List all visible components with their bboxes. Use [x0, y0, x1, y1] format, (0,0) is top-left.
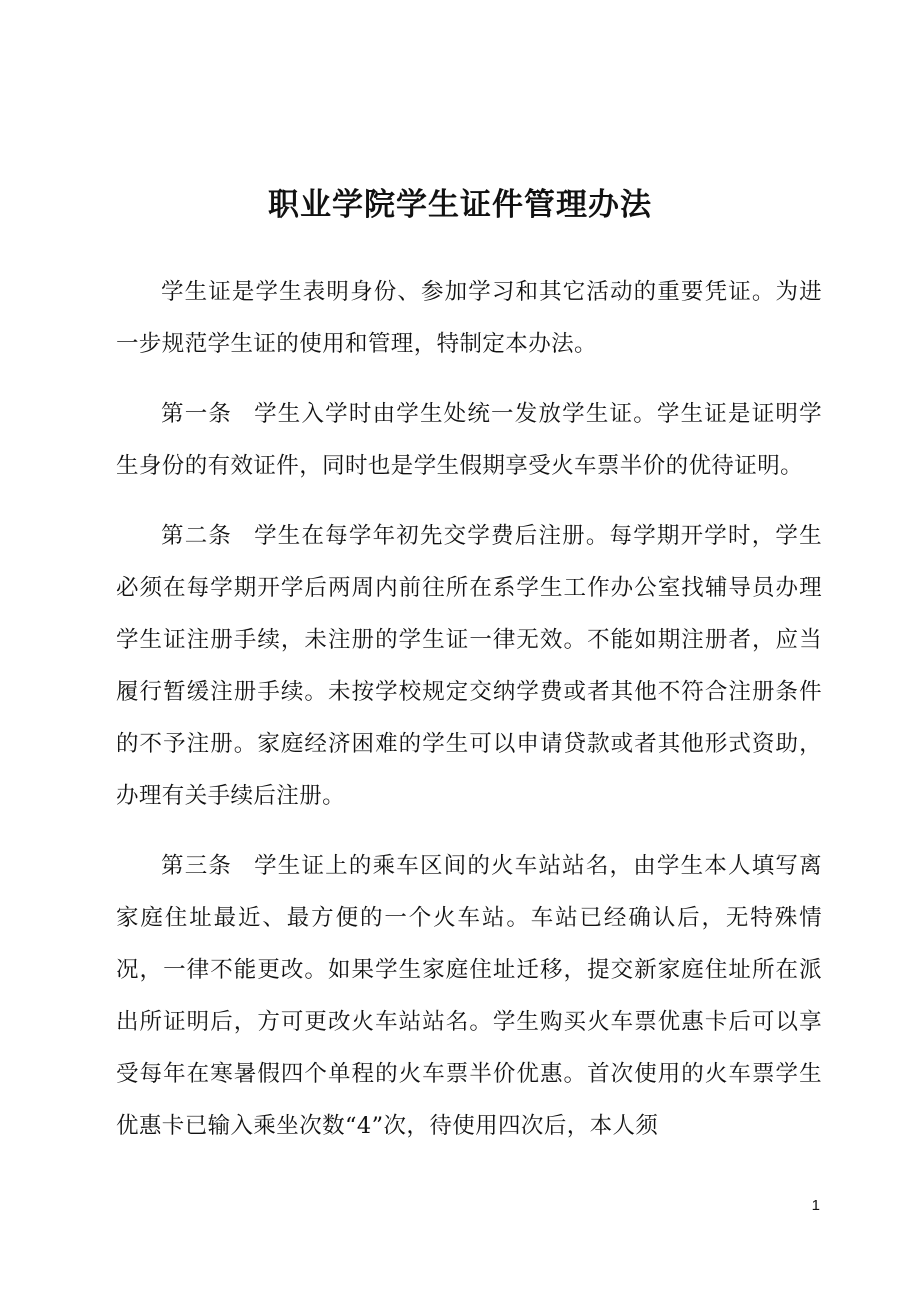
- paragraph-text: 学生证上的乘车区间的火车站站名，由学生本人填写离家庭住址最近、最方便的一个火车站。车站已经确认后，无特殊情况，一律不能更改。如果学生家庭住址迁移，提交新家庭住址所在派出所证明后，方可更改火车站站名。学生购买火车票优惠卡后可以享受每年在寒暑假四个单程的火车票半价优惠。首次使用的火车票学生优惠卡已输入乘坐次数“4”次，待使用四次后，本人须: [116, 853, 822, 1139]
- article-number: 第二条: [161, 523, 233, 549]
- intro-paragraph: [116, 266, 822, 370]
- paragraph-text: 学生入学时由学生处统一发放学生证。学生证是证明学生身份的有效证件，同时也是学生假期享受火车票半价的优待证明。: [116, 401, 822, 479]
- paragraph-text: 学生证是学生表明身份、参加学习和其它活动的重要凭证。为进一步规范学生证的使用和管理，特制定本办法。: [116, 279, 822, 357]
- article-number: 第一条: [161, 401, 233, 427]
- article-3-paragraph: [116, 840, 822, 1152]
- article-number: 第三条: [161, 853, 233, 879]
- document-title: 职业学院学生证件管理办法: [268, 187, 652, 223]
- page-number: 1: [811, 1197, 820, 1214]
- paragraph-text: 学生在每学年初先交学费后注册。每学期开学时，学生必须在每学期开学后两周内前往所在系学生工作办公室找辅导员办理学生证注册手续，未注册的学生证一律无效。不能如期注册者，应当履行暂缓注册手续。未按学校规定交纳学费或者其他不符合注册条件的不予注册。家庭经济困难的学生可以申请贷款或者其他形式资助，办理有关手续后注册。: [116, 523, 822, 809]
- document-body: [116, 266, 822, 1170]
- article-2-paragraph: [116, 510, 822, 822]
- article-1-paragraph: [116, 388, 822, 492]
